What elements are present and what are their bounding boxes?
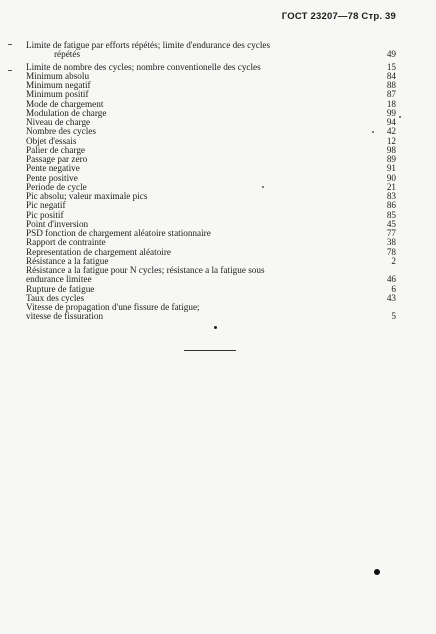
entry-term: Minimum absolu — [26, 70, 90, 81]
entry-term: Objet d'essais — [26, 135, 77, 146]
entry-term: Pente negative — [26, 163, 80, 174]
entry-term: Palier de charge — [26, 144, 86, 155]
entry-term: Point d'inversion — [26, 218, 89, 229]
entry-term: Résistance a la fatigue pour N cycles; résistance a la fatigue sous — [26, 265, 265, 275]
index-entry — [26, 127, 396, 136]
entry-page-number: 6 — [391, 283, 396, 294]
entry-page-number: 12 — [386, 135, 396, 146]
entry-term: Niveau de charge — [26, 117, 91, 127]
entry-term: Pic absolu; valeur maximale pics — [26, 191, 148, 201]
entry-page-number: 88 — [386, 80, 396, 90]
entry-term-continuation: répétés — [54, 49, 81, 60]
entry-term: Pic negatif — [26, 200, 66, 211]
entry-term: Periode de cycle — [26, 181, 87, 192]
entry-term: Taux des cycles — [26, 292, 85, 303]
entry-term: Representation de chargement aléatoire — [26, 246, 171, 257]
entry-page-number: 89 — [386, 154, 396, 164]
entry-term: Mode de chargement — [26, 98, 104, 109]
entry-term: Limite de fatigue par efforts répétés; limite d'endurance des cycles — [26, 40, 271, 50]
entry-page-number: 90 — [386, 172, 396, 183]
index-entry — [26, 155, 396, 164]
index-entry — [26, 192, 396, 201]
entry-term: Pente positive — [26, 172, 78, 183]
end-divider-line — [184, 350, 236, 351]
entry-page-number: 78 — [386, 246, 396, 257]
margin-tick-mark — [8, 70, 12, 71]
entry-term: Minimum positif — [26, 89, 89, 100]
entry-page-number: 77 — [386, 228, 396, 238]
entry-page-number: 98 — [386, 144, 396, 155]
entry-term-continuation: vitesse de fissuration — [26, 311, 104, 322]
entry-page-number: 45 — [386, 218, 396, 229]
entry-term: Passage par zero — [26, 154, 88, 164]
entry-term: Résistance a la fatigue — [26, 255, 109, 266]
ink-dot-mark — [374, 569, 380, 575]
term-index-list — [26, 41, 396, 322]
entry-page-number: 85 — [386, 209, 396, 220]
entry-page-number: 38 — [386, 237, 396, 248]
entry-page-number: 87 — [386, 89, 396, 100]
entry-page-number: 84 — [386, 70, 396, 81]
entry-page-number: 46 — [386, 274, 396, 285]
entry-page-number: 5 — [391, 311, 396, 322]
index-entry — [26, 201, 396, 210]
entry-page-number: 83 — [386, 191, 396, 201]
entry-page-number: 42 — [386, 126, 396, 137]
entry-page-number: 94 — [386, 117, 396, 127]
page-header: ГОСТ 23207—78 Стр. 39 — [281, 11, 396, 22]
entry-page-number: 49 — [386, 49, 396, 60]
entry-page-number: 2 — [391, 255, 396, 266]
margin-tick-mark — [8, 44, 12, 45]
center-bullet-mark — [214, 326, 217, 329]
index-entry — [26, 41, 396, 60]
entry-term: PSD fonction de chargement aléatoire stationnaire — [26, 228, 211, 238]
entry-page-number: 15 — [386, 61, 396, 72]
entry-page-number: 43 — [386, 292, 396, 303]
entry-term: Pic positif — [26, 209, 64, 220]
index-entry — [26, 303, 396, 322]
index-entry — [26, 266, 396, 285]
entry-term: Nombre des cycles — [26, 126, 96, 137]
entry-term: Vitesse de propagation d'une fissure de fatigue; — [26, 302, 200, 312]
entry-page-number: 99 — [386, 107, 396, 118]
entry-term: Minimum negatif — [26, 80, 91, 90]
entry-term: Limite de nombre des cycles; nombre conventionelle des cycles — [26, 61, 261, 72]
entry-page-number: 91 — [386, 163, 396, 174]
entry-page-number: 21 — [386, 181, 396, 192]
speck-mark — [399, 116, 401, 118]
speck-mark — [372, 131, 374, 133]
entry-term: Rupture de fatigue — [26, 283, 95, 294]
entry-page-number: 18 — [386, 98, 396, 109]
entry-term-continuation: endurance limitee — [26, 274, 92, 285]
speck-mark — [262, 186, 264, 188]
entry-term: Rapport de contrainte — [26, 237, 106, 248]
index-entry — [26, 164, 396, 173]
entry-term: Modulation de charge — [26, 107, 107, 118]
entry-page-number: 86 — [386, 200, 396, 211]
